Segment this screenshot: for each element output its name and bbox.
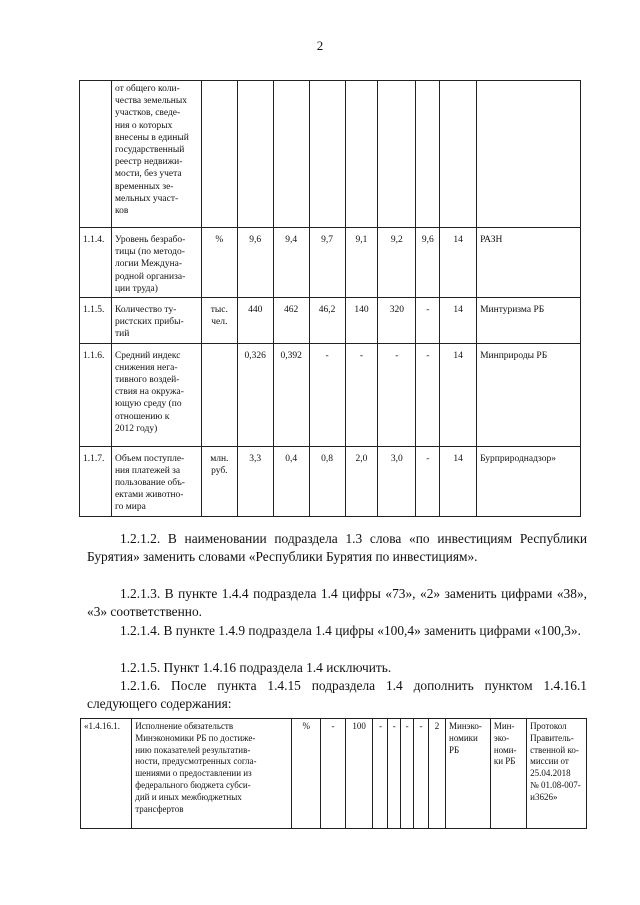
cell-value: 0,8 — [309, 446, 345, 516]
cell-value: 3,0 — [378, 446, 416, 516]
cell-value: 9,4 — [273, 228, 309, 298]
cell-value: 14 — [440, 343, 477, 446]
cell-unit: тыс. чел. — [201, 298, 237, 344]
table-row — [80, 81, 581, 228]
cell-id: 1.1.4. — [80, 228, 112, 298]
paragraph-1-2-1-3: 1.2.1.3. В пункте 1.4.4 подраздела 1.4 цифры «73», «2» заменить цифрами «38», «3» соответственно. — [87, 586, 587, 620]
cell-value: - — [401, 719, 414, 829]
paragraph-1-2-1-5: 1.2.1.5. Пункт 1.4.16 подраздела 1.4 исключить. — [120, 660, 392, 675]
cell-value — [416, 81, 440, 228]
cell-value: 462 — [273, 298, 309, 344]
table-row — [80, 298, 581, 344]
cell-source: Минприроды РБ — [477, 343, 581, 446]
cell-value: 9,1 — [345, 228, 378, 298]
cell-unit: % — [292, 719, 321, 829]
paragraph-1-2-1-4: 1.2.1.4. В пункте 1.4.9 подраздела 1.4 цифры «100,4» заменить цифрами «100,3». — [120, 623, 581, 638]
cell-value: 14 — [440, 298, 477, 344]
table-row — [80, 446, 581, 516]
cell-id: 1.1.6. — [80, 343, 112, 446]
cell-value: 0,326 — [237, 343, 273, 446]
cell-name: от общего коли- чества земельных участков, сведе- ния о которых внесены в единый государственный реестр недвижи- мости, без учета временных зе- мельных участ- ков — [111, 81, 201, 228]
table-row — [81, 719, 587, 829]
cell-value: - — [388, 719, 401, 829]
cell-value — [273, 81, 309, 228]
cell-value: 2,0 — [345, 446, 378, 516]
cell-value: - — [416, 343, 440, 446]
cell-id: 1.1.5. — [80, 298, 112, 344]
cell-value: 14 — [440, 446, 477, 516]
cell-id: 1.1.7. — [80, 446, 112, 516]
cell-value — [237, 81, 273, 228]
cell-value: - — [416, 446, 440, 516]
cell-value: 100 — [345, 719, 373, 829]
cell-value: 46,2 — [309, 298, 345, 344]
cell-value — [345, 81, 378, 228]
cell-unit — [201, 343, 237, 446]
cell-id: «1.4.16.1. — [81, 719, 132, 829]
cell-value: - — [321, 719, 346, 829]
cell-value: 9,2 — [378, 228, 416, 298]
indicators-table — [79, 80, 581, 517]
cell-source: Бурприроднадзор» — [477, 446, 581, 516]
new-indicator-table — [80, 718, 587, 829]
cell-value: - — [414, 719, 429, 829]
cell-value: - — [416, 298, 440, 344]
paragraph-1-2-1-6: 1.2.1.6. После пункта 1.4.15 подраздела 1.4 дополнить пунктом 1.4.16.1 следующего содержания: — [87, 678, 587, 712]
cell-unit: % — [201, 228, 237, 298]
cell-source — [477, 81, 581, 228]
paragraph-1-2-1-2: 1.2.1.2. В наименовании подраздела 1.3 слова «по инвестициям Республики Бурятия» заменить словами «Республики Бурятия по инвестициям». — [87, 531, 587, 565]
cell-name: Объем поступле- ния платежей за пользование объ- ектами животно- го мира — [111, 446, 201, 516]
cell-id — [80, 81, 112, 228]
cell-value: 9,7 — [309, 228, 345, 298]
cell-value: - — [345, 343, 378, 446]
cell-value — [378, 81, 416, 228]
table-row — [80, 228, 581, 298]
cell-basis: Протокол Правитель- ственной ко- миссии от 25.04.2018 № 01.08-007- и3626» — [527, 719, 587, 829]
cell-unit — [201, 81, 237, 228]
cell-name: Средний индекс снижения нега- тивного воздей- ствия на окружа- ющую среду (по отношению к 2012 году) — [111, 343, 201, 446]
cell-source: Минтуризма РБ — [477, 298, 581, 344]
page-number: 2 — [316, 38, 324, 53]
cell-value: 2 — [428, 719, 445, 829]
cell-name: Исполнение обязательств Минэкономики РБ по достиже- нию показателей результатив- ности, предусмотренных согла- шениями о предоставлении из федерального бюджета субси- дий и иных межбюджетных трансфертов — [132, 719, 292, 829]
cell-value: 0,4 — [273, 446, 309, 516]
cell-value: 0,392 — [273, 343, 309, 446]
cell-value: 140 — [345, 298, 378, 344]
cell-value: 9,6 — [237, 228, 273, 298]
cell-executor: Мин- эко- номи- ки РБ — [490, 719, 526, 829]
cell-value: 9,6 — [416, 228, 440, 298]
cell-name: Количество ту- ристских прибы- тий — [111, 298, 201, 344]
cell-value — [309, 81, 345, 228]
cell-value: 14 — [440, 228, 477, 298]
cell-executor: Минэко- номики РБ — [446, 719, 491, 829]
cell-value — [440, 81, 477, 228]
cell-name: Уровень безрабо- тицы (по методо- логии Междуна- родной организа- ции труда) — [111, 228, 201, 298]
cell-value: 3,3 — [237, 446, 273, 516]
cell-value: 440 — [237, 298, 273, 344]
cell-value: - — [373, 719, 388, 829]
cell-source: РАЗН — [477, 228, 581, 298]
cell-unit: млн. руб. — [201, 446, 237, 516]
table-row — [80, 343, 581, 446]
cell-value: 320 — [378, 298, 416, 344]
cell-value: - — [309, 343, 345, 446]
cell-value: - — [378, 343, 416, 446]
